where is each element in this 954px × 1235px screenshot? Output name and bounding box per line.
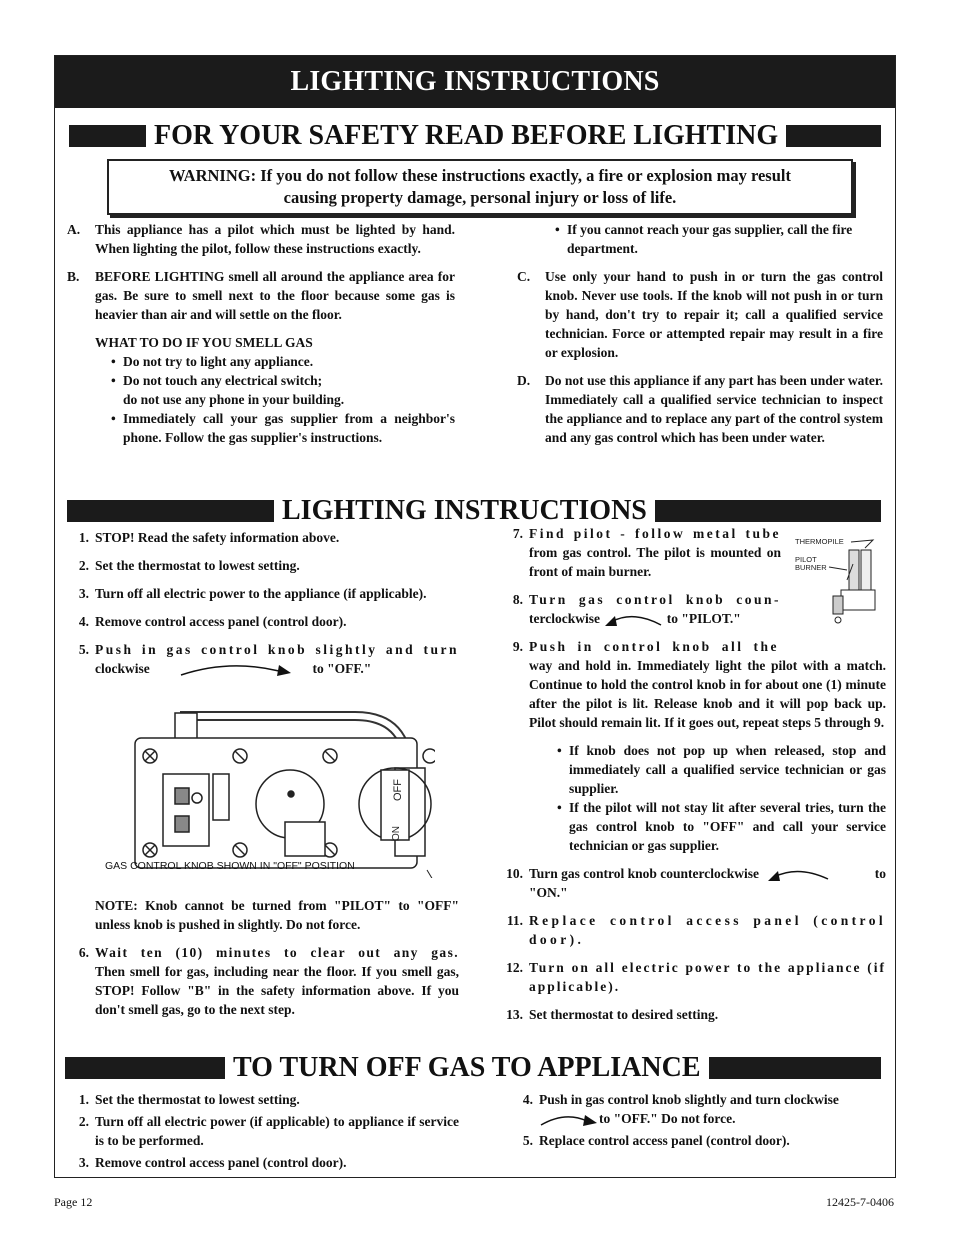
safety-heading-band (55, 120, 895, 152)
svg-text:THERMOPILE: THERMOPILE (795, 537, 844, 546)
safety-left-column (67, 220, 455, 447)
step-12: 12. Turn on all electric power to the appliance (if applicable). (506, 960, 886, 994)
safety-heading: FOR YOUR SAFETY READ BEFORE LIGHTING (154, 120, 779, 151)
step-1: 1. STOP! Read the safety information above. (78, 530, 340, 545)
page-frame (54, 55, 896, 1178)
turnoff-step-4: 4. Push in gas control knob slightly and turn clockwise to "OFF." Do not force. (522, 1092, 839, 1126)
clockwise-arrow-icon (179, 661, 309, 679)
turnoff-step-2: 2. Turn off all electric power (if applicable) to appliance if service is to be performed. (78, 1114, 459, 1148)
list-item: • If the pilot will not stay lit after several tries, turn the gas control knob to "OFF" and call your service technician or gas supplier. (557, 800, 886, 853)
counterclockwise-arrow-icon (766, 867, 830, 883)
step-13: 13. Set thermostat to desired setting. (506, 1007, 719, 1022)
svg-text:PILOT: PILOT (795, 555, 817, 564)
step-7: 7. Find pilot - follow metal tube from gas control. The pilot is mounted on front of main burner. (512, 526, 781, 579)
step-10: 10. Turn gas control knob counterclockwise to "ON." (506, 866, 886, 900)
heading-bar-right (655, 500, 881, 522)
list-item: • If you cannot reach your gas supplier, call the fire department. (555, 222, 853, 256)
pilot-burner-diagram (793, 534, 885, 624)
svg-text:BURNER: BURNER (795, 563, 827, 572)
step-2: 2. Set the thermostat to lowest setting. (78, 558, 300, 573)
counterclockwise-arrow-icon (603, 612, 663, 628)
lighting-heading: LIGHTING INSTRUCTIONS (282, 495, 647, 526)
turnoff-left-column (67, 1090, 459, 1181)
step-4: 4. Remove control access panel (control door). (78, 614, 347, 629)
heading-bar-left (69, 125, 146, 147)
safety-item-c: C. Use only your hand to push in or turn the gas control knob. Never use tools. If the knob will not push in or turn by hand, don't try to repair it; call a qualified service technician. Force or attempted repair may result in a fire or explosion. (517, 269, 883, 360)
knob-note: NOTE: Knob cannot be turned from "PILOT" to "OFF" unless knob is pushed in slightly. Do not force. (95, 898, 459, 932)
list-item: • Do not try to light any appliance. (111, 354, 314, 369)
step-5: 5. Push in gas control knob slightly and turn clockwise to "OFF." (67, 640, 459, 679)
heading-bar-left (65, 1057, 225, 1079)
heading-bar-right (709, 1057, 881, 1079)
turnoff-step-1: 1. Set the thermostat to lowest setting. (78, 1092, 300, 1107)
warning-line-2: causing property damage, personal injury or loss of life. (283, 188, 677, 207)
lighting-heading-band (55, 495, 895, 527)
step-3: 3. Turn off all electric power to the appliance (if applicable). (78, 586, 427, 601)
heading-bar-left (67, 500, 274, 522)
turnoff-step-5: 5. Replace control access panel (control door). (522, 1133, 790, 1148)
step-6: 6. Wait ten (10) minutes to clear out any gas. Then smell for gas, including near the floor. If you smell gas, STOP! Follow "B" in the safety information above. If you don't smell gas, go to the next step. (78, 945, 459, 1017)
page-number: Page 12 (54, 1195, 93, 1209)
warning-box (107, 159, 853, 215)
step-8: 8. Turn gas control knob coun- terclockwise to "PILOT." (512, 592, 781, 626)
warning-line-1: WARNING: If you do not follow these instructions exactly, a fire or explosion may result (169, 166, 791, 185)
clockwise-arrow-icon (539, 1113, 599, 1127)
step-9: 9. Push in control knob all the way and hold in. Immediately light the pilot with a match. Continue to hold the control knob in for about one (1) minute after the pilot is lit. Release knob and it will pop back up. Pilot should remain lit. If it goes out, repeat steps 5 through 9. (512, 639, 886, 730)
safety-item-a: A. This appliance has a pilot which must be lighted by hand. When lighting the pilot, follow these instructions exactly. (67, 222, 455, 256)
turnoff-step-3: 3. Remove control access panel (control door). (78, 1155, 347, 1170)
lighting-left-column (67, 528, 459, 688)
lighting-left-lower (67, 896, 459, 1028)
safety-item-b: B. BEFORE LIGHTING smell all around the appliance area for gas. Be sure to smell next to the floor because some gas is heavier than air and will settle on the floor. (67, 269, 455, 322)
title-bar (55, 56, 895, 108)
turnoff-right-column (511, 1090, 893, 1159)
heading-bar-right (786, 125, 881, 147)
gas-control-valve-diagram (95, 708, 435, 878)
safety-item-d: D. Do not use this appliance if any part has been under water. Immediately call a qualified service technician to inspect the appliance and to replace any part of the control system and any gas control which has been under water. (517, 373, 883, 445)
off-label: OFF (392, 779, 404, 801)
diagram-caption: GAS CONTROL KNOB SHOWN IN "OFF" POSITION (105, 860, 355, 872)
step-11: 11. Replace control access panel (control door). (506, 913, 886, 947)
smell-gas-heading: WHAT TO DO IF YOU SMELL GAS (95, 335, 313, 350)
smell-gas-list (95, 333, 455, 447)
list-item: • If knob does not pop up when released, stop and immediately call a qualified service technician or gas supplier. (557, 743, 886, 796)
list-item: • Do not touch any electrical switch; do not use any phone in your building. (111, 373, 345, 407)
page-title: LIGHTING INSTRUCTIONS (290, 66, 660, 97)
list-item: • Immediately call your gas supplier from a neighbor's phone. Follow the gas supplier's instructions. (111, 411, 455, 445)
turnoff-heading-band (55, 1052, 895, 1084)
document-number: 12425-7-0406 (826, 1195, 894, 1209)
on-label: ON (391, 826, 402, 841)
safety-right-column (517, 220, 883, 456)
turnoff-heading: TO TURN OFF GAS TO APPLIANCE (233, 1052, 701, 1083)
